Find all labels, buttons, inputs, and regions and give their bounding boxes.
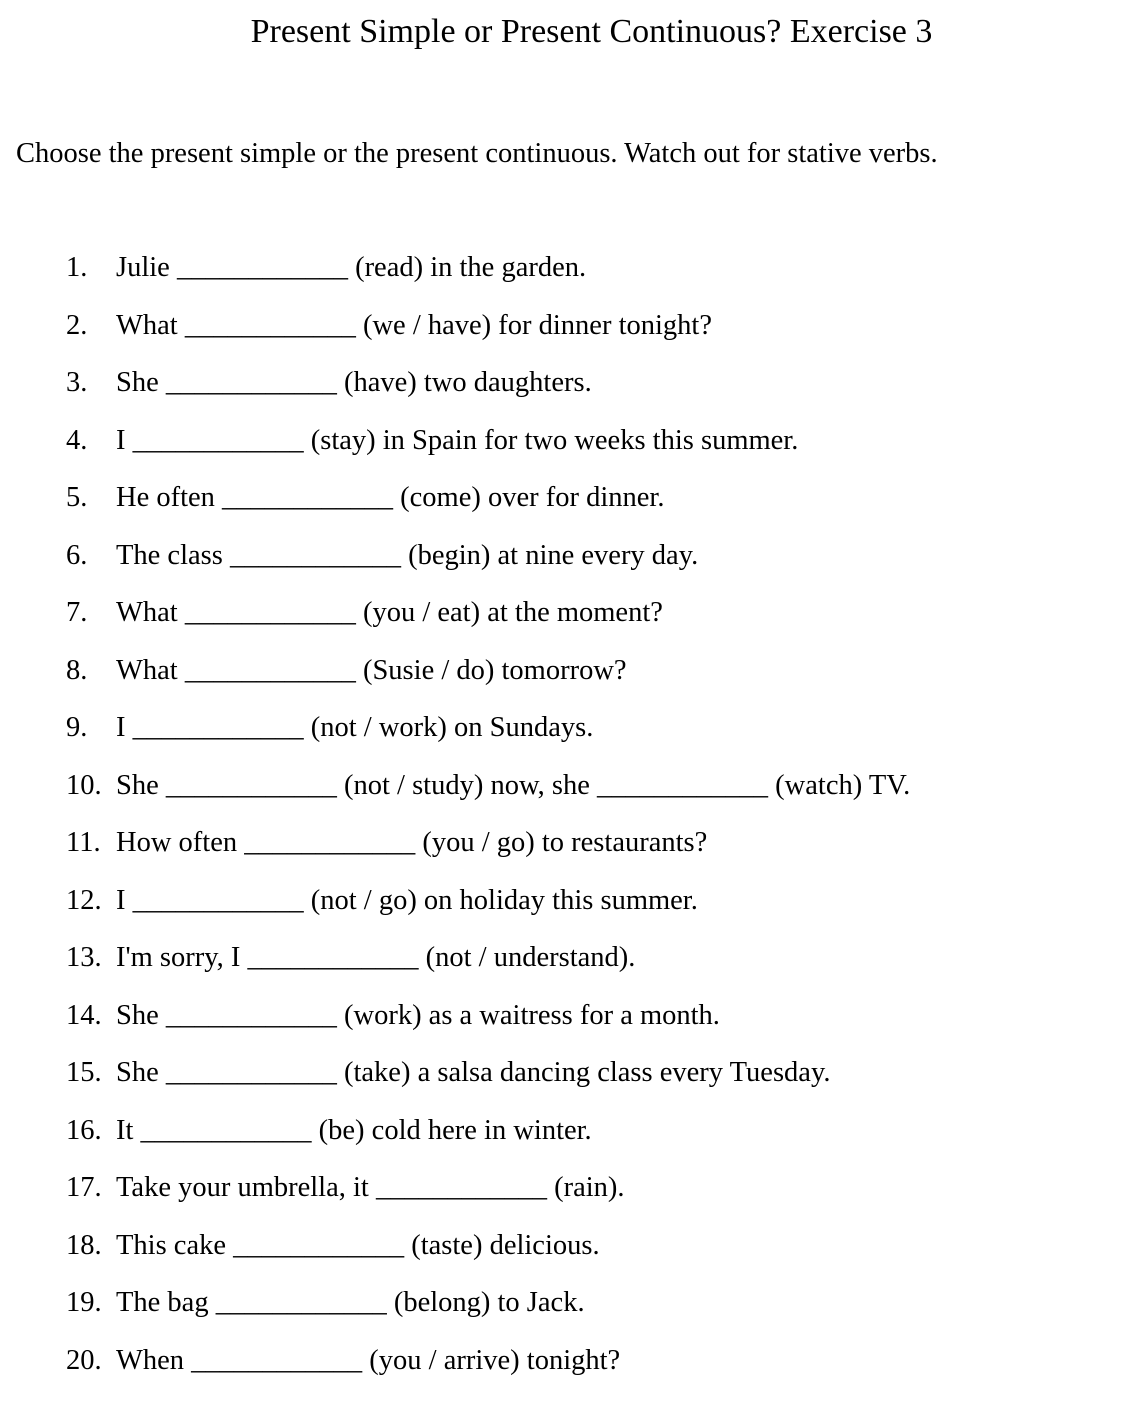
exercise-item-18 [66,1228,910,1286]
item-sentence: I'm sorry, I ____________ (not / understand). [116,942,636,973]
item-number: 2. [66,309,88,341]
exercise-item-12 [66,883,910,941]
item-sentence: What ____________ (you / eat) at the moment? [116,597,663,628]
item-number: 5. [66,482,88,513]
exercise-item-3 [66,365,910,423]
exercise-item-11 [66,825,910,883]
item-number: 15. [66,1057,102,1088]
item-sentence: What ____________ (Susie / do) tomorrow? [116,654,627,686]
item-number: 14. [66,999,102,1031]
item-number: 9. [66,712,88,743]
item-sentence: I ____________ (not / go) on holiday this summer. [116,884,698,916]
exercise-item-10 [66,768,910,826]
item-number: 12. [66,884,102,916]
item-number: 6. [66,539,88,571]
item-sentence: I ____________ (not / work) on Sundays. [116,712,594,743]
exercise-item-16 [66,1113,910,1171]
exercise-item-1 [66,250,910,308]
item-sentence: Take your umbrella, it ____________ (rain). [116,1172,625,1203]
item-sentence: The bag ____________ (belong) to Jack. [116,1287,585,1318]
exercise-item-5 [66,480,910,538]
item-sentence: This cake ____________ (taste) delicious. [116,1229,600,1261]
page-title: Present Simple or Present Continuous? Exercise 3 [250,13,933,50]
exercise-item-19 [66,1285,910,1343]
item-sentence: Julie ____________ (read) in the garden. [116,252,587,283]
item-number: 1. [66,252,88,283]
item-sentence: She ____________ (take) a salsa dancing class every Tuesday. [116,1057,831,1088]
exercise-item-7 [66,595,910,653]
exercise-item-6 [66,538,910,596]
item-number: 13. [66,942,102,973]
item-sentence: She ____________ (not / study) now, she ____________ (watch) TV. [116,769,911,801]
instructions-text: Choose the present simple or the present continuous. Watch out for stative verbs. [16,138,938,169]
item-sentence: What ____________ (we / have) for dinner tonight? [116,309,712,341]
item-sentence: I ____________ (stay) in Spain for two weeks this summer. [116,424,799,456]
item-number: 4. [66,424,88,456]
item-number: 10. [66,769,102,801]
item-sentence: He often ____________ (come) over for dinner. [116,482,665,513]
item-number: 17. [66,1172,102,1203]
item-number: 20. [66,1344,102,1376]
item-number: 16. [66,1114,102,1146]
item-number: 7. [66,597,88,628]
exercise-item-8 [66,653,910,711]
item-sentence: The class ____________ (begin) at nine every day. [116,539,699,571]
item-sentence: It ____________ (be) cold here in winter. [116,1114,592,1146]
item-sentence: She ____________ (have) two daughters. [116,367,592,398]
exercise-item-20 [66,1343,910,1401]
item-number: 18. [66,1229,102,1261]
item-sentence: She ____________ (work) as a waitress for a month. [116,999,720,1031]
exercise-item-15 [66,1055,910,1113]
exercise-item-9 [66,710,910,768]
exercise-item-14 [66,998,910,1056]
item-number: 19. [66,1287,102,1318]
item-number: 11. [66,827,101,858]
item-number: 8. [66,654,88,686]
item-sentence: When ____________ (you / arrive) tonight? [116,1344,621,1376]
exercise-item-2 [66,308,910,366]
item-sentence: How often ____________ (you / go) to restaurants? [116,827,708,858]
item-number: 3. [66,367,88,398]
exercise-item-4 [66,423,910,481]
exercise-list [66,250,910,1400]
exercise-item-13 [66,940,910,998]
exercise-item-17 [66,1170,910,1228]
